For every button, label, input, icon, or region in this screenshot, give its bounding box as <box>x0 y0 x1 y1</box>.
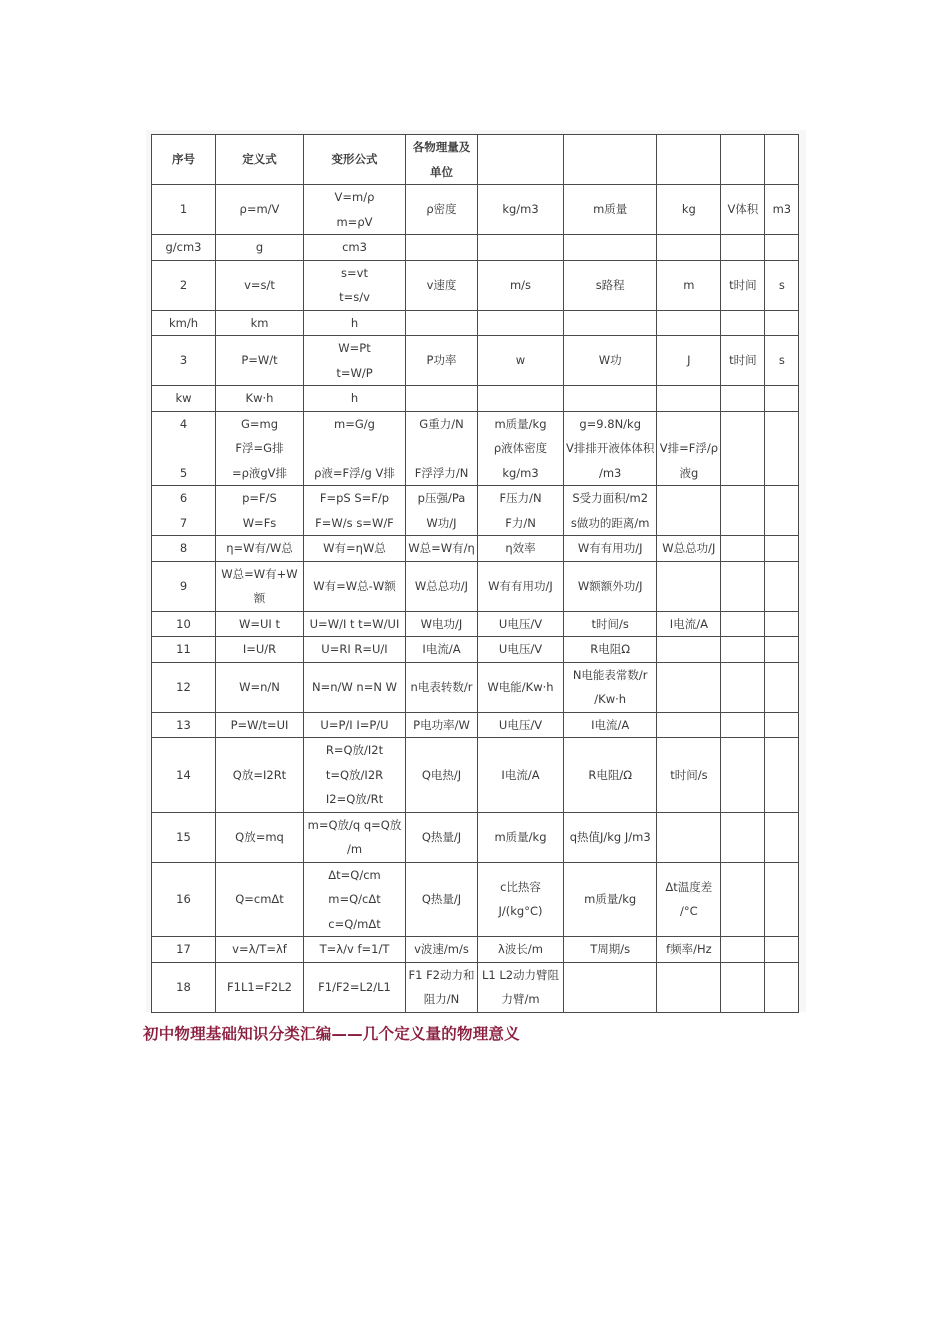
table-cell: 4 5 <box>152 411 216 486</box>
table-row <box>152 662 799 712</box>
table-cell: W总总功/J <box>657 536 721 562</box>
table-cell: kg/m3 <box>478 185 564 235</box>
table-cell <box>721 235 765 261</box>
table-cell <box>406 310 478 336</box>
table-cell: F1/F2=L2/L1 <box>304 962 406 1012</box>
table-cell: η效率 <box>478 536 564 562</box>
table-cell: Δt=Q/cm m=Q/cΔt c=Q/mΔt <box>304 862 406 937</box>
table-row <box>152 235 799 261</box>
table-cell <box>765 662 799 712</box>
table-cell: U=P/I I=P/U <box>304 712 406 738</box>
table-row <box>152 386 799 412</box>
table-cell <box>765 310 799 336</box>
formula-table <box>151 134 799 1013</box>
table-cell: I电流/A <box>478 738 564 813</box>
table-cell: T=λ/v f=1/T <box>304 937 406 963</box>
table-cell: W有=W总-W额 <box>304 561 406 611</box>
table-cell: G=mg F浮=G排 =ρ液gV排 <box>216 411 304 486</box>
table-cell <box>657 310 721 336</box>
table-cell <box>657 235 721 261</box>
table-cell: W额额外功/J <box>564 561 657 611</box>
table-cell: f频率/Hz <box>657 937 721 963</box>
table-cell: 3 <box>152 336 216 386</box>
table-cell: G重力/N F浮浮力/N <box>406 411 478 486</box>
table-cell: Kw·h <box>216 386 304 412</box>
table-cell: P功率 <box>406 336 478 386</box>
table-cell: m=G/g ρ液=F浮/g V排 <box>304 411 406 486</box>
table-cell: F=pS S=F/p F=W/s s=W/F <box>304 486 406 536</box>
table-cell: W电能/Kw·h <box>478 662 564 712</box>
table-cell: t时间/s <box>657 738 721 813</box>
formula-table-image <box>146 130 806 1012</box>
table-cell: 14 <box>152 738 216 813</box>
table-cell: V排=F浮/ρ 液g <box>657 411 721 486</box>
table-cell <box>721 962 765 1012</box>
table-cell <box>406 235 478 261</box>
table-cell: v速度 <box>406 260 478 310</box>
table-cell: V体积 <box>721 185 765 235</box>
table-cell: F1 F2动力和 阻力/N <box>406 962 478 1012</box>
table-cell: m3 <box>765 185 799 235</box>
table-cell <box>657 386 721 412</box>
table-cell: g <box>216 235 304 261</box>
table-cell: g=9.8N/kg V排排开液体体积 /m3 <box>564 411 657 486</box>
table-cell: 15 <box>152 812 216 862</box>
table-header-row <box>152 135 799 185</box>
table-cell <box>765 486 799 536</box>
table-cell: ρ=m/V <box>216 185 304 235</box>
table-cell: m质量/kg <box>564 862 657 937</box>
table-cell: W总总功/J <box>406 561 478 611</box>
table-cell: km/h <box>152 310 216 336</box>
table-cell: 12 <box>152 662 216 712</box>
table-cell <box>721 662 765 712</box>
table-cell: J <box>657 336 721 386</box>
table-cell: 10 <box>152 611 216 637</box>
table-cell <box>406 386 478 412</box>
table-cell: U=RI R=U/I <box>304 637 406 663</box>
table-row <box>152 611 799 637</box>
table-cell: kg <box>657 185 721 235</box>
table-cell: g/cm3 <box>152 235 216 261</box>
table-cell: W=UI t <box>216 611 304 637</box>
table-cell: 16 <box>152 862 216 937</box>
table-cell: Q热量/J <box>406 812 478 862</box>
table-cell <box>721 937 765 963</box>
table-cell: 6 7 <box>152 486 216 536</box>
table-header-cell: 各物理量及单位 <box>406 135 478 185</box>
table-cell: v波速/m/s <box>406 937 478 963</box>
table-cell: v=λ/T=λf <box>216 937 304 963</box>
table-cell: km <box>216 310 304 336</box>
table-cell <box>721 862 765 937</box>
table-row <box>152 536 799 562</box>
table-cell: 11 <box>152 637 216 663</box>
table-cell: W功 <box>564 336 657 386</box>
table-row <box>152 411 799 486</box>
table-cell: m质量 <box>564 185 657 235</box>
table-cell: W=Pt t=W/P <box>304 336 406 386</box>
table-cell: 2 <box>152 260 216 310</box>
table-cell: W=n/N <box>216 662 304 712</box>
table-cell: R电阻Ω <box>564 637 657 663</box>
table-header-cell: 变形公式 <box>304 135 406 185</box>
table-cell: U电压/V <box>478 712 564 738</box>
table-cell <box>478 310 564 336</box>
table-cell <box>721 536 765 562</box>
table-cell: Δt温度差 /°C <box>657 862 721 937</box>
table-cell: t时间 <box>721 260 765 310</box>
table-cell <box>721 310 765 336</box>
table-cell: v=s/t <box>216 260 304 310</box>
table-cell: 8 <box>152 536 216 562</box>
table-cell: P=W/t <box>216 336 304 386</box>
table-header-cell: 定义式 <box>216 135 304 185</box>
table-cell: h <box>304 310 406 336</box>
table-cell: R=Q放/I2t t=Q放/I2R I2=Q放/Rt <box>304 738 406 813</box>
table-cell <box>765 862 799 937</box>
table-cell: I=U/R <box>216 637 304 663</box>
table-cell <box>721 812 765 862</box>
table-cell <box>721 712 765 738</box>
table-cell: h <box>304 386 406 412</box>
table-row <box>152 486 799 536</box>
table-cell: η=W有/W总 <box>216 536 304 562</box>
table-cell <box>564 235 657 261</box>
table-cell: U电压/V <box>478 611 564 637</box>
table-cell: S受力面积/m2 s做功的距离/m <box>564 486 657 536</box>
table-cell: 18 <box>152 962 216 1012</box>
table-cell: T周期/s <box>564 937 657 963</box>
table-cell <box>657 662 721 712</box>
formula-table-body <box>152 135 799 1013</box>
table-cell <box>765 536 799 562</box>
table-cell: 17 <box>152 937 216 963</box>
table-cell: Q电热/J <box>406 738 478 813</box>
table-cell <box>765 611 799 637</box>
table-cell: I电流/A <box>564 712 657 738</box>
table-cell <box>721 386 765 412</box>
table-cell: ρ密度 <box>406 185 478 235</box>
table-cell: q热值J/kg J/m3 <box>564 812 657 862</box>
table-cell <box>765 712 799 738</box>
table-cell <box>478 386 564 412</box>
table-cell <box>721 637 765 663</box>
table-cell <box>721 738 765 813</box>
table-cell: m <box>657 260 721 310</box>
table-cell <box>564 962 657 1012</box>
table-cell: t时间/s <box>564 611 657 637</box>
table-cell: n电表转数/r <box>406 662 478 712</box>
table-cell <box>765 937 799 963</box>
table-cell: Q=cmΔt <box>216 862 304 937</box>
table-cell <box>564 310 657 336</box>
table-cell: V=m/ρ m=ρV <box>304 185 406 235</box>
table-cell: F压力/N F力/N <box>478 486 564 536</box>
table-cell: I电流/A <box>406 637 478 663</box>
table-row <box>152 712 799 738</box>
table-cell: m质量/kg <box>478 812 564 862</box>
table-cell: w <box>478 336 564 386</box>
table-cell: p压强/Pa W功/J <box>406 486 478 536</box>
table-header-cell <box>564 135 657 185</box>
section-heading: 初中物理基础知识分类汇编——几个定义量的物理意义 <box>143 1025 520 1043</box>
table-cell: kw <box>152 386 216 412</box>
table-row <box>152 310 799 336</box>
table-cell: W有=ηW总 <box>304 536 406 562</box>
table-cell: 9 <box>152 561 216 611</box>
table-header-cell <box>765 135 799 185</box>
table-cell <box>657 486 721 536</box>
table-cell: W总=W有+W 额 <box>216 561 304 611</box>
table-row <box>152 812 799 862</box>
table-cell: s路程 <box>564 260 657 310</box>
table-cell <box>478 235 564 261</box>
table-cell: s <box>765 260 799 310</box>
table-cell: P电功率/W <box>406 712 478 738</box>
table-row <box>152 962 799 1012</box>
table-cell <box>765 812 799 862</box>
table-cell: 13 <box>152 712 216 738</box>
table-cell <box>657 561 721 611</box>
table-header-cell <box>478 135 564 185</box>
table-cell: p=F/S W=Fs <box>216 486 304 536</box>
table-cell: s=vt t=s/v <box>304 260 406 310</box>
table-cell: cm3 <box>304 235 406 261</box>
table-cell: 1 <box>152 185 216 235</box>
table-row <box>152 637 799 663</box>
table-cell: W有有用功/J <box>478 561 564 611</box>
table-cell <box>721 561 765 611</box>
table-cell <box>765 637 799 663</box>
table-cell: λ波长/m <box>478 937 564 963</box>
table-cell: P=W/t=UI <box>216 712 304 738</box>
table-cell <box>721 611 765 637</box>
table-row <box>152 738 799 813</box>
table-cell: m=Q放/q q=Q放 /m <box>304 812 406 862</box>
table-cell <box>765 561 799 611</box>
table-cell: U电压/V <box>478 637 564 663</box>
table-cell <box>765 411 799 486</box>
table-cell: U=W/I t t=W/UI <box>304 611 406 637</box>
table-header-cell <box>721 135 765 185</box>
table-row <box>152 862 799 937</box>
table-cell: Q热量/J <box>406 862 478 937</box>
table-cell <box>765 738 799 813</box>
table-row <box>152 260 799 310</box>
table-cell: W有有用功/J <box>564 536 657 562</box>
table-cell: R电阻/Ω <box>564 738 657 813</box>
table-header-cell: 序号 <box>152 135 216 185</box>
table-cell <box>765 962 799 1012</box>
table-header-cell <box>657 135 721 185</box>
table-cell: W电功/J <box>406 611 478 637</box>
table-cell <box>657 712 721 738</box>
table-cell: m质量/kg ρ液体密度 kg/m3 <box>478 411 564 486</box>
table-cell <box>657 637 721 663</box>
table-cell: Q放=I2Rt <box>216 738 304 813</box>
table-cell: L1 L2动力臂阻 力臂/m <box>478 962 564 1012</box>
table-cell: N电能表常数/r /Kw·h <box>564 662 657 712</box>
table-cell <box>765 386 799 412</box>
table-cell: I电流/A <box>657 611 721 637</box>
table-row <box>152 937 799 963</box>
table-cell: t时间 <box>721 336 765 386</box>
table-row <box>152 336 799 386</box>
table-cell <box>657 812 721 862</box>
table-cell: m/s <box>478 260 564 310</box>
table-cell: N=n/W n=N W <box>304 662 406 712</box>
table-cell: F1L1=F2L2 <box>216 962 304 1012</box>
table-cell <box>721 486 765 536</box>
table-cell <box>657 962 721 1012</box>
table-cell: Q放=mq <box>216 812 304 862</box>
table-cell: s <box>765 336 799 386</box>
table-cell <box>564 386 657 412</box>
table-cell: c比热容 J/(kg°C) <box>478 862 564 937</box>
table-row <box>152 185 799 235</box>
table-cell <box>721 411 765 486</box>
table-row <box>152 561 799 611</box>
table-cell: W总=W有/η <box>406 536 478 562</box>
table-cell <box>765 235 799 261</box>
